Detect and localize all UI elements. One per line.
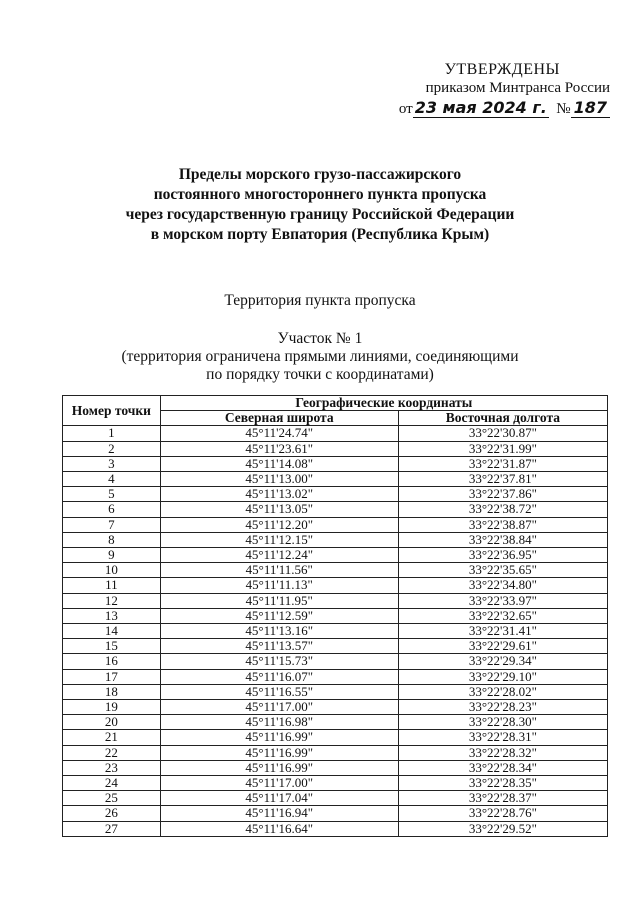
cell-latitude: 45°11'24.74" xyxy=(160,426,398,441)
cell-latitude: 45°11'12.59" xyxy=(160,608,398,623)
section-heading xyxy=(0,330,640,384)
table-row xyxy=(63,669,608,684)
table-row xyxy=(63,532,608,547)
table-row xyxy=(63,548,608,563)
approval-block xyxy=(380,60,610,119)
cell-point-number: 22 xyxy=(63,745,161,760)
cell-latitude: 45°11'15.73" xyxy=(160,654,398,669)
cell-latitude: 45°11'23.61" xyxy=(160,441,398,456)
cell-longitude: 33°22'31.87" xyxy=(398,456,607,471)
cell-point-number: 23 xyxy=(63,760,161,775)
table-row xyxy=(63,502,608,517)
cell-longitude: 33°22'34.80" xyxy=(398,578,607,593)
cell-latitude: 45°11'16.99" xyxy=(160,745,398,760)
table-row xyxy=(63,821,608,836)
cell-longitude: 33°22'28.02" xyxy=(398,684,607,699)
table-row xyxy=(63,715,608,730)
cell-latitude: 45°11'16.99" xyxy=(160,760,398,775)
table-row xyxy=(63,578,608,593)
cell-latitude: 45°11'12.20" xyxy=(160,517,398,532)
cell-latitude: 45°11'13.02" xyxy=(160,487,398,502)
cell-longitude: 33°22'30.87" xyxy=(398,426,607,441)
cell-longitude: 33°22'29.52" xyxy=(398,821,607,836)
cell-latitude: 45°11'16.94" xyxy=(160,806,398,821)
cell-latitude: 45°11'11.56" xyxy=(160,563,398,578)
cell-latitude: 45°11'11.13" xyxy=(160,578,398,593)
table-row xyxy=(63,456,608,471)
table-row xyxy=(63,776,608,791)
cell-longitude: 33°22'28.30" xyxy=(398,715,607,730)
cell-point-number: 13 xyxy=(63,608,161,623)
cell-longitude: 33°22'33.97" xyxy=(398,593,607,608)
cell-point-number: 15 xyxy=(63,639,161,654)
table-row xyxy=(63,639,608,654)
cell-point-number: 6 xyxy=(63,502,161,517)
cell-longitude: 33°22'28.76" xyxy=(398,806,607,821)
territory-heading: Территория пункта пропуска xyxy=(224,292,416,309)
table-row xyxy=(63,593,608,608)
cell-latitude: 45°11'16.98" xyxy=(160,715,398,730)
cell-latitude: 45°11'17.00" xyxy=(160,700,398,715)
table-row xyxy=(63,441,608,456)
cell-point-number: 20 xyxy=(63,715,161,730)
table-row xyxy=(63,472,608,487)
cell-latitude: 45°11'13.05" xyxy=(160,502,398,517)
cell-longitude: 33°22'29.10" xyxy=(398,669,607,684)
cell-latitude: 45°11'13.57" xyxy=(160,639,398,654)
cell-point-number: 2 xyxy=(63,441,161,456)
cell-point-number: 3 xyxy=(63,456,161,471)
col-header-lon: Восточная долгота xyxy=(398,411,607,426)
table-row xyxy=(63,700,608,715)
cell-longitude: 33°22'32.65" xyxy=(398,608,607,623)
cell-latitude: 45°11'17.00" xyxy=(160,776,398,791)
table-row xyxy=(63,426,608,441)
table-row xyxy=(63,487,608,502)
cell-latitude: 45°11'13.16" xyxy=(160,624,398,639)
col-header-lat: Северная широта xyxy=(160,411,398,426)
cell-longitude: 33°22'28.23" xyxy=(398,700,607,715)
cell-point-number: 1 xyxy=(63,426,161,441)
cell-longitude: 33°22'36.95" xyxy=(398,548,607,563)
table-row xyxy=(63,730,608,745)
cell-point-number: 26 xyxy=(63,806,161,821)
cell-point-number: 27 xyxy=(63,821,161,836)
table-row xyxy=(63,517,608,532)
cell-point-number: 17 xyxy=(63,669,161,684)
cell-latitude: 45°11'11.95" xyxy=(160,593,398,608)
handwritten-date: 23 мая 2024 г. xyxy=(414,98,547,117)
cell-longitude: 33°22'38.72" xyxy=(398,502,607,517)
table-row xyxy=(63,760,608,775)
title-line: через государственную границу Российской Федерации xyxy=(125,206,515,223)
cell-longitude: 33°22'29.34" xyxy=(398,654,607,669)
cell-longitude: 33°22'28.35" xyxy=(398,776,607,791)
cell-latitude: 45°11'16.99" xyxy=(160,730,398,745)
cell-point-number: 12 xyxy=(63,593,161,608)
table-row xyxy=(63,563,608,578)
table-row xyxy=(63,806,608,821)
handwritten-number: 187 xyxy=(571,98,610,118)
cell-point-number: 7 xyxy=(63,517,161,532)
approval-date-line xyxy=(380,98,610,119)
cell-latitude: 45°11'16.07" xyxy=(160,669,398,684)
cell-latitude: 45°11'16.64" xyxy=(160,821,398,836)
cell-point-number: 25 xyxy=(63,791,161,806)
title-line: Пределы морского грузо-пассажирского xyxy=(178,166,462,183)
number-label: № xyxy=(556,101,571,117)
table-row xyxy=(63,791,608,806)
cell-longitude: 33°22'37.86" xyxy=(398,487,607,502)
cell-longitude: 33°22'38.87" xyxy=(398,517,607,532)
table-row xyxy=(63,624,608,639)
cell-latitude: 45°11'14.08" xyxy=(160,456,398,471)
title-line: в морском порту Евпатория (Республика Крым) xyxy=(150,226,490,243)
cell-point-number: 5 xyxy=(63,487,161,502)
cell-latitude: 45°11'12.15" xyxy=(160,532,398,547)
approval-heading: УТВЕРЖДЕНЫ xyxy=(444,61,560,78)
table-row xyxy=(63,608,608,623)
cell-longitude: 33°22'28.34" xyxy=(398,760,607,775)
cell-point-number: 8 xyxy=(63,532,161,547)
cell-point-number: 18 xyxy=(63,684,161,699)
cell-point-number: 10 xyxy=(63,563,161,578)
cell-latitude: 45°11'12.24" xyxy=(160,548,398,563)
section-title: Участок № 1 xyxy=(277,330,363,347)
cell-latitude: 45°11'17.04" xyxy=(160,791,398,806)
cell-point-number: 16 xyxy=(63,654,161,669)
cell-point-number: 9 xyxy=(63,548,161,563)
coordinates-table xyxy=(62,395,608,837)
cell-point-number: 14 xyxy=(63,624,161,639)
cell-longitude: 33°22'31.41" xyxy=(398,624,607,639)
cell-longitude: 33°22'31.99" xyxy=(398,441,607,456)
cell-latitude: 45°11'13.00" xyxy=(160,472,398,487)
cell-longitude: 33°22'28.37" xyxy=(398,791,607,806)
cell-longitude: 33°22'28.32" xyxy=(398,745,607,760)
cell-point-number: 11 xyxy=(63,578,161,593)
title-line: постоянного многостороннего пункта пропуска xyxy=(153,186,487,203)
cell-point-number: 19 xyxy=(63,700,161,715)
document-title xyxy=(0,165,640,245)
cell-longitude: 33°22'28.31" xyxy=(398,730,607,745)
cell-longitude: 33°22'37.81" xyxy=(398,472,607,487)
col-header-coords: Географические координаты xyxy=(160,396,607,411)
col-header-point: Номер точки xyxy=(63,396,161,426)
cell-latitude: 45°11'16.55" xyxy=(160,684,398,699)
section-desc-line: (территория ограничена прямыми линиями, соединяющими xyxy=(121,348,519,365)
table-row xyxy=(63,745,608,760)
approval-order: приказом Минтранса России xyxy=(425,80,610,96)
cell-point-number: 21 xyxy=(63,730,161,745)
from-label: от xyxy=(398,101,413,117)
table-row xyxy=(63,684,608,699)
cell-longitude: 33°22'35.65" xyxy=(398,563,607,578)
cell-point-number: 4 xyxy=(63,472,161,487)
table-row xyxy=(63,654,608,669)
cell-longitude: 33°22'38.84" xyxy=(398,532,607,547)
cell-longitude: 33°22'29.61" xyxy=(398,639,607,654)
section-desc-line: по порядку точки с координатами) xyxy=(206,366,434,383)
cell-point-number: 24 xyxy=(63,776,161,791)
